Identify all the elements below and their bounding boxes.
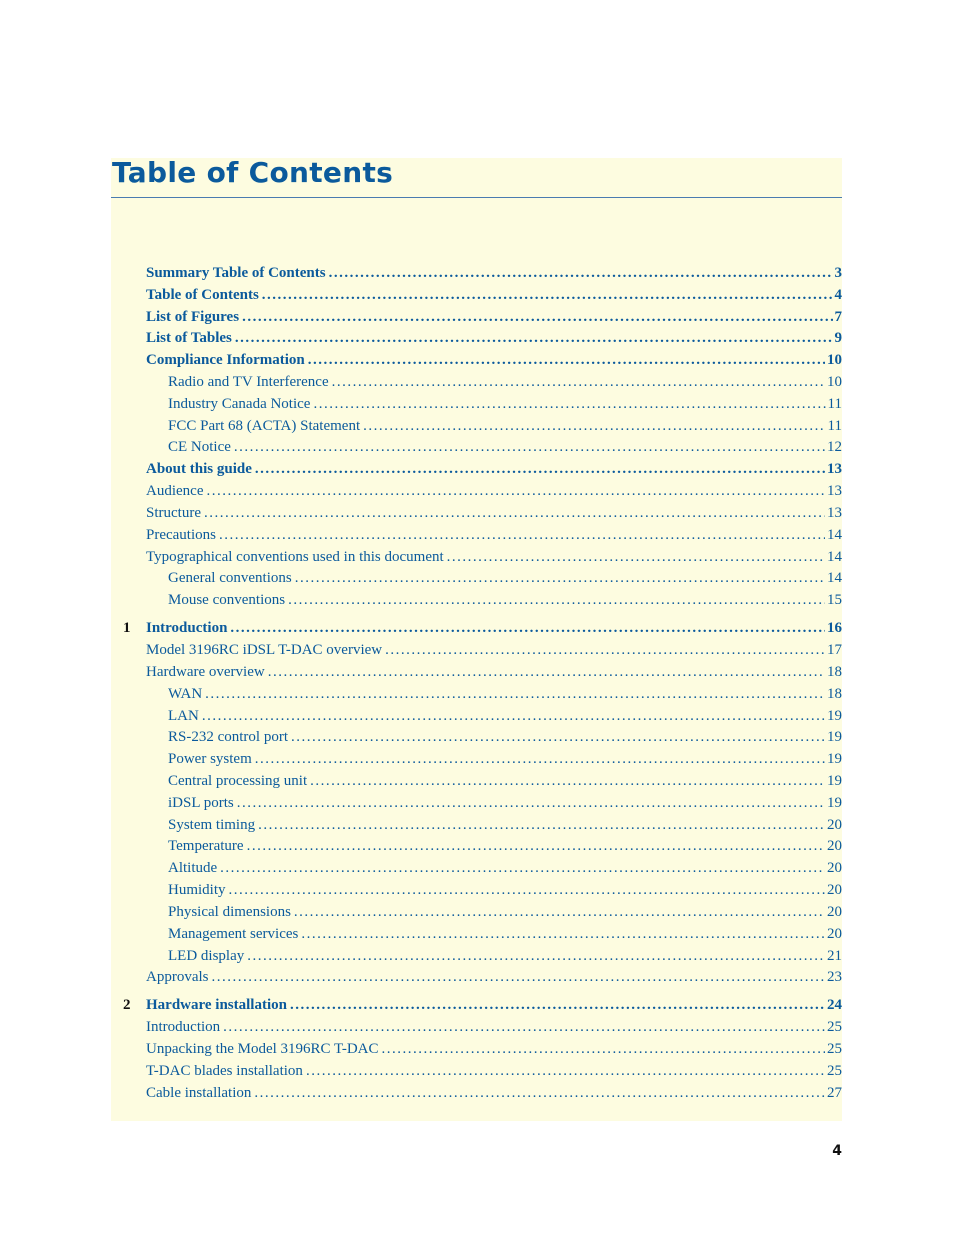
dot-leader bbox=[329, 265, 833, 282]
toc-entry[interactable] bbox=[168, 374, 842, 392]
dot-leader bbox=[258, 817, 825, 834]
title-divider bbox=[111, 197, 842, 198]
toc-entry[interactable] bbox=[168, 708, 842, 726]
chapter-number: 2 bbox=[123, 997, 131, 1013]
toc-entry-page: 17 bbox=[827, 642, 842, 658]
toc-entry-label: System timing bbox=[168, 817, 256, 833]
toc-entry-label: Hardware overview bbox=[146, 664, 265, 680]
dot-leader bbox=[202, 708, 825, 725]
toc-entry[interactable] bbox=[168, 817, 842, 835]
dot-leader bbox=[230, 620, 825, 637]
toc-entry[interactable] bbox=[168, 751, 842, 769]
toc-entry[interactable] bbox=[146, 1085, 842, 1103]
toc-entry[interactable] bbox=[146, 330, 842, 348]
dot-leader bbox=[268, 664, 825, 681]
dot-leader bbox=[206, 483, 825, 500]
dot-leader bbox=[290, 997, 825, 1014]
toc-entry-label: General conventions bbox=[168, 570, 292, 586]
toc-entry[interactable] bbox=[168, 882, 842, 900]
dot-leader bbox=[205, 686, 825, 703]
toc-entry-label: List of Figures bbox=[146, 309, 240, 325]
toc-entry-label: CE Notice bbox=[168, 439, 231, 455]
toc-entry-page: 4 bbox=[834, 287, 842, 303]
toc-entry-label: iDSL ports bbox=[168, 795, 234, 811]
toc-entry[interactable] bbox=[123, 997, 842, 1015]
toc-entry-label: Structure bbox=[146, 505, 201, 521]
dot-leader bbox=[223, 1019, 825, 1036]
toc-entry-page: 13 bbox=[827, 483, 842, 499]
toc-entry-page: 19 bbox=[827, 773, 842, 789]
toc-entry-page: 20 bbox=[827, 904, 842, 920]
toc-entry-page: 15 bbox=[827, 592, 842, 608]
dot-leader bbox=[301, 926, 825, 943]
toc-entry[interactable] bbox=[123, 620, 842, 638]
dot-leader bbox=[234, 439, 825, 456]
dot-leader bbox=[447, 549, 825, 566]
toc-entry[interactable] bbox=[168, 838, 842, 856]
toc-entry-label: LED display bbox=[168, 948, 245, 964]
toc-entry-label: Introduction bbox=[146, 1019, 221, 1035]
toc-entry[interactable] bbox=[146, 309, 842, 327]
dot-leader bbox=[291, 729, 825, 746]
toc-entry-label: RS-232 control port bbox=[168, 729, 288, 745]
toc-entry-label: Humidity bbox=[168, 882, 226, 898]
toc-entry-page: 24 bbox=[827, 997, 842, 1013]
toc-entry-page: 25 bbox=[827, 1063, 842, 1079]
toc-entry[interactable] bbox=[146, 527, 842, 545]
toc-entry-label: Hardware installation bbox=[146, 997, 287, 1013]
toc-entry[interactable] bbox=[146, 1063, 842, 1081]
toc-entry-label: Power system bbox=[168, 751, 252, 767]
toc-entry[interactable] bbox=[168, 592, 842, 610]
toc-entry-page: 11 bbox=[827, 396, 842, 412]
dot-leader bbox=[294, 904, 825, 921]
dot-leader bbox=[313, 396, 825, 413]
dot-leader bbox=[363, 418, 825, 435]
dot-leader bbox=[262, 287, 833, 304]
toc-entry[interactable] bbox=[168, 795, 842, 813]
toc-entry-label: Precautions bbox=[146, 527, 216, 543]
toc-entry-page: 18 bbox=[827, 686, 842, 702]
dot-leader bbox=[242, 309, 832, 326]
toc-entry-page: 20 bbox=[827, 838, 842, 854]
dot-leader bbox=[385, 642, 825, 659]
toc-entry-page: 20 bbox=[827, 882, 842, 898]
toc-entry[interactable] bbox=[146, 265, 842, 283]
toc-entry-page: 18 bbox=[827, 664, 842, 680]
dot-leader bbox=[255, 751, 825, 768]
page-title: Table of Contents bbox=[112, 156, 394, 189]
toc-entry-label: Temperature bbox=[168, 838, 244, 854]
toc-entry[interactable] bbox=[168, 439, 842, 457]
toc-entry[interactable] bbox=[146, 664, 842, 682]
toc-entry-label: Altitude bbox=[168, 860, 218, 876]
toc-entry[interactable] bbox=[168, 904, 842, 922]
toc-entry[interactable] bbox=[168, 418, 842, 436]
toc-entry-label: List of Tables bbox=[146, 330, 232, 346]
toc-entry-page: 23 bbox=[827, 969, 842, 985]
dot-leader bbox=[306, 1063, 825, 1080]
toc-entry[interactable] bbox=[146, 505, 842, 523]
dot-leader bbox=[382, 1041, 826, 1058]
toc-entry-label: Introduction bbox=[146, 620, 228, 636]
dot-leader bbox=[254, 1085, 825, 1102]
toc-entry-label: Table of Contents bbox=[146, 287, 259, 303]
toc-entry[interactable] bbox=[168, 686, 842, 704]
toc-entry-page: 14 bbox=[827, 549, 842, 565]
dot-leader bbox=[247, 948, 825, 965]
dot-leader bbox=[229, 882, 825, 899]
toc-entry[interactable] bbox=[168, 570, 842, 588]
dot-leader bbox=[237, 795, 825, 812]
toc-entry[interactable] bbox=[146, 1041, 842, 1059]
toc-entry-page: 20 bbox=[827, 926, 842, 942]
dot-leader bbox=[212, 969, 826, 986]
toc-entry-page: 10 bbox=[827, 374, 842, 390]
toc-entry-page: 19 bbox=[827, 729, 842, 745]
dot-leader bbox=[288, 592, 825, 609]
toc-entry-label: Approvals bbox=[146, 969, 209, 985]
toc-entry[interactable] bbox=[168, 729, 842, 747]
toc-entry-page: 3 bbox=[834, 265, 842, 281]
dot-leader bbox=[204, 505, 825, 522]
dot-leader bbox=[255, 461, 825, 478]
toc-entry[interactable] bbox=[146, 287, 842, 305]
toc-entry-label: About this guide bbox=[146, 461, 252, 477]
toc-entry-page: 14 bbox=[827, 570, 842, 586]
toc-entry-page: 20 bbox=[827, 817, 842, 833]
toc-entry-label: Typographical conventions used in this document bbox=[146, 549, 444, 565]
dot-leader bbox=[308, 352, 825, 369]
toc-entry-page: 16 bbox=[827, 620, 842, 636]
toc-entry[interactable] bbox=[146, 642, 842, 660]
toc-entry[interactable] bbox=[146, 352, 842, 370]
dot-leader bbox=[220, 860, 825, 877]
toc-entry[interactable] bbox=[168, 948, 842, 966]
toc-entry-page: 11 bbox=[827, 418, 842, 434]
toc-entry-page: 7 bbox=[834, 309, 842, 325]
dot-leader bbox=[310, 773, 825, 790]
dot-leader bbox=[295, 570, 825, 587]
toc-entry-label: Central processing unit bbox=[168, 773, 308, 789]
toc-entry-label: FCC Part 68 (ACTA) Statement bbox=[168, 418, 361, 434]
toc-entry-label: Audience bbox=[146, 483, 204, 499]
toc-entry-page: 21 bbox=[827, 948, 842, 964]
toc-entry-page: 19 bbox=[827, 751, 842, 767]
dot-leader bbox=[219, 527, 825, 544]
toc-entry-label: Cable installation bbox=[146, 1085, 252, 1101]
toc-entry-page: 20 bbox=[827, 860, 842, 876]
toc-entry[interactable] bbox=[146, 549, 842, 567]
page-number: 4 bbox=[832, 1143, 842, 1159]
toc-entry-page: 19 bbox=[827, 708, 842, 724]
toc-entry-label: Summary Table of Contents bbox=[146, 265, 326, 281]
toc-entry-page: 10 bbox=[827, 352, 842, 368]
toc-entry-label: Unpacking the Model 3196RC T-DAC bbox=[146, 1041, 379, 1057]
toc-entry[interactable] bbox=[146, 483, 842, 501]
toc-entry-label: Model 3196RC iDSL T-DAC overview bbox=[146, 642, 383, 658]
toc-entry-label: Management services bbox=[168, 926, 299, 942]
toc-entry-label: Compliance Information bbox=[146, 352, 305, 368]
toc-entry[interactable] bbox=[146, 461, 842, 479]
toc-entry-label: LAN bbox=[168, 708, 199, 724]
toc-entry-page: 14 bbox=[827, 527, 842, 543]
chapter-number: 1 bbox=[123, 620, 131, 636]
toc-entry-page: 25 bbox=[827, 1041, 842, 1057]
toc-entry-page: 13 bbox=[827, 505, 842, 521]
toc-entry[interactable] bbox=[146, 969, 842, 987]
toc-entry-page: 13 bbox=[827, 461, 842, 477]
toc-entry[interactable] bbox=[168, 396, 842, 414]
toc-entry-label: Mouse conventions bbox=[168, 592, 286, 608]
toc-entry-page: 19 bbox=[827, 795, 842, 811]
toc-entry-page: 27 bbox=[827, 1085, 842, 1101]
toc-entry-page: 25 bbox=[827, 1019, 842, 1035]
toc-entry-label: Physical dimensions bbox=[168, 904, 291, 920]
toc-entry[interactable] bbox=[168, 860, 842, 878]
dot-leader bbox=[247, 838, 825, 855]
toc-entry[interactable] bbox=[168, 926, 842, 944]
toc-entry-page: 9 bbox=[834, 330, 842, 346]
toc-entry-page: 12 bbox=[827, 439, 842, 455]
dot-leader bbox=[235, 330, 833, 347]
toc-entry-label: WAN bbox=[168, 686, 203, 702]
toc-entry-label: Industry Canada Notice bbox=[168, 396, 311, 412]
toc-entry-label: Radio and TV Interference bbox=[168, 374, 329, 390]
toc-entry[interactable] bbox=[168, 773, 842, 791]
toc-entry-label: T-DAC blades installation bbox=[146, 1063, 303, 1079]
dot-leader bbox=[332, 374, 825, 391]
toc-entry[interactable] bbox=[146, 1019, 842, 1037]
